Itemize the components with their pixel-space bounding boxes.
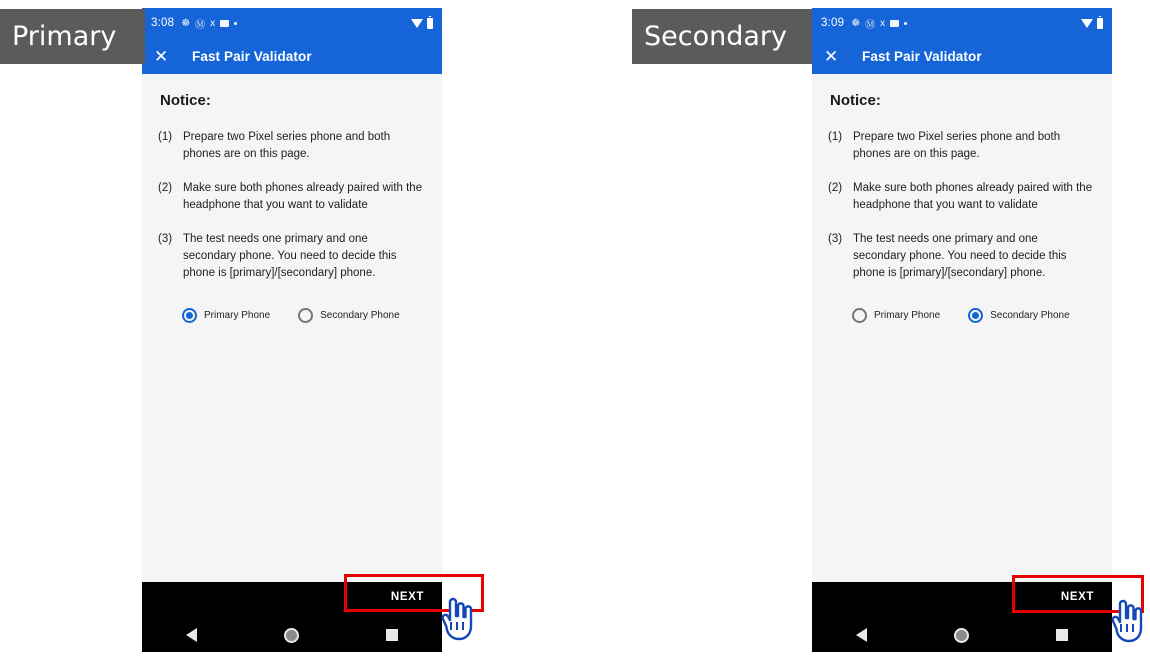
cursor-hand-icon bbox=[1108, 598, 1148, 644]
notice-item bbox=[156, 129, 428, 163]
cursor-hand-icon bbox=[438, 596, 478, 642]
recents-icon[interactable] bbox=[1056, 629, 1068, 641]
page-bottom-strip bbox=[0, 652, 1150, 658]
notice-item bbox=[826, 129, 1098, 163]
app-title: Fast Pair Validator bbox=[192, 48, 312, 64]
dot-icon bbox=[904, 22, 907, 25]
recents-icon[interactable] bbox=[386, 629, 398, 641]
radio-option-secondary-phone[interactable] bbox=[968, 308, 1070, 323]
battery-icon bbox=[427, 18, 433, 29]
notice-item bbox=[156, 180, 428, 214]
status-icon-group bbox=[181, 16, 237, 31]
back-icon[interactable] bbox=[856, 628, 867, 642]
notice-item-text: Make sure both phones already paired with the headphone that you want to validate bbox=[183, 182, 423, 211]
radio-option-primary-phone[interactable] bbox=[182, 308, 270, 323]
home-icon[interactable] bbox=[284, 628, 299, 643]
annotation-label-secondary: Secondary bbox=[632, 9, 812, 64]
app-bar bbox=[142, 38, 442, 74]
status-bar bbox=[142, 8, 442, 38]
radio-label: Primary Phone bbox=[874, 310, 941, 321]
wifi-icon bbox=[411, 19, 423, 28]
notice-item-text: Prepare two Pixel series phone and both phones are on this page. bbox=[183, 131, 391, 160]
wifi-icon bbox=[1081, 19, 1093, 28]
screen-record-icon bbox=[890, 20, 899, 27]
status-bar bbox=[812, 8, 1112, 38]
notice-heading: Notice: bbox=[830, 92, 881, 109]
action-bar bbox=[812, 582, 1112, 612]
notice-content bbox=[142, 74, 442, 582]
bluetooth-icon: x bbox=[210, 17, 216, 29]
notice-item-number: (3) bbox=[828, 233, 843, 245]
sync-icon: ☸ bbox=[851, 17, 861, 29]
status-clock: 3:09 bbox=[821, 17, 845, 29]
notice-item-number: (3) bbox=[158, 233, 173, 245]
close-icon[interactable]: ✕ bbox=[824, 46, 839, 66]
next-button[interactable]: NEXT bbox=[390, 591, 424, 603]
primary-phone-screenshot bbox=[142, 8, 442, 658]
annotation-label-primary: Primary bbox=[0, 9, 145, 64]
status-clock: 3:08 bbox=[151, 17, 175, 29]
app-title: Fast Pair Validator bbox=[862, 48, 982, 64]
notice-item bbox=[826, 180, 1098, 214]
status-icon-group bbox=[851, 16, 907, 31]
notice-item-text: Prepare two Pixel series phone and both phones are on this page. bbox=[853, 131, 1061, 160]
close-icon[interactable]: ✕ bbox=[154, 46, 169, 66]
phone-role-radio-group bbox=[156, 308, 428, 323]
notice-content bbox=[812, 74, 1112, 582]
radio-option-secondary-phone[interactable] bbox=[298, 308, 400, 323]
radio-option-primary-phone[interactable] bbox=[852, 308, 940, 323]
status-right-icons bbox=[411, 18, 433, 29]
notice-item-number: (1) bbox=[158, 131, 173, 143]
notice-item-text: The test needs one primary and one secondary phone. You need to decide this phone is [primary]/[secondary] phone. bbox=[183, 233, 397, 279]
action-bar bbox=[142, 582, 442, 612]
bluetooth-icon: x bbox=[880, 17, 886, 29]
radio-label: Primary Phone bbox=[204, 310, 271, 321]
sync-icon: ☸ bbox=[181, 17, 191, 29]
status-right-icons bbox=[1081, 18, 1103, 29]
notice-item-text: The test needs one primary and one secondary phone. You need to decide this phone is [primary]/[secondary] phone. bbox=[853, 233, 1067, 279]
radio-label: Secondary Phone bbox=[990, 310, 1070, 321]
battery-icon bbox=[1097, 18, 1103, 29]
app-bar bbox=[812, 38, 1112, 74]
gmail-icon: Ⓜ bbox=[865, 19, 876, 31]
radio-icon[interactable] bbox=[298, 308, 313, 323]
notice-item-number: (1) bbox=[828, 131, 843, 143]
notice-item-number: (2) bbox=[158, 182, 173, 194]
screen-record-icon bbox=[220, 20, 229, 27]
notice-item-text: Make sure both phones already paired with the headphone that you want to validate bbox=[853, 182, 1093, 211]
radio-icon[interactable] bbox=[968, 308, 983, 323]
back-icon[interactable] bbox=[186, 628, 197, 642]
gmail-icon: Ⓜ bbox=[195, 19, 206, 31]
radio-label: Secondary Phone bbox=[320, 310, 400, 321]
radio-icon[interactable] bbox=[182, 308, 197, 323]
next-button[interactable]: NEXT bbox=[1060, 591, 1094, 603]
dot-icon bbox=[234, 22, 237, 25]
home-icon[interactable] bbox=[954, 628, 969, 643]
phone-role-radio-group bbox=[826, 308, 1098, 323]
notice-item-number: (2) bbox=[828, 182, 843, 194]
secondary-phone-screenshot bbox=[812, 8, 1112, 658]
notice-item bbox=[826, 231, 1098, 282]
notice-item bbox=[156, 231, 428, 282]
radio-icon[interactable] bbox=[852, 308, 867, 323]
notice-heading: Notice: bbox=[160, 92, 211, 109]
